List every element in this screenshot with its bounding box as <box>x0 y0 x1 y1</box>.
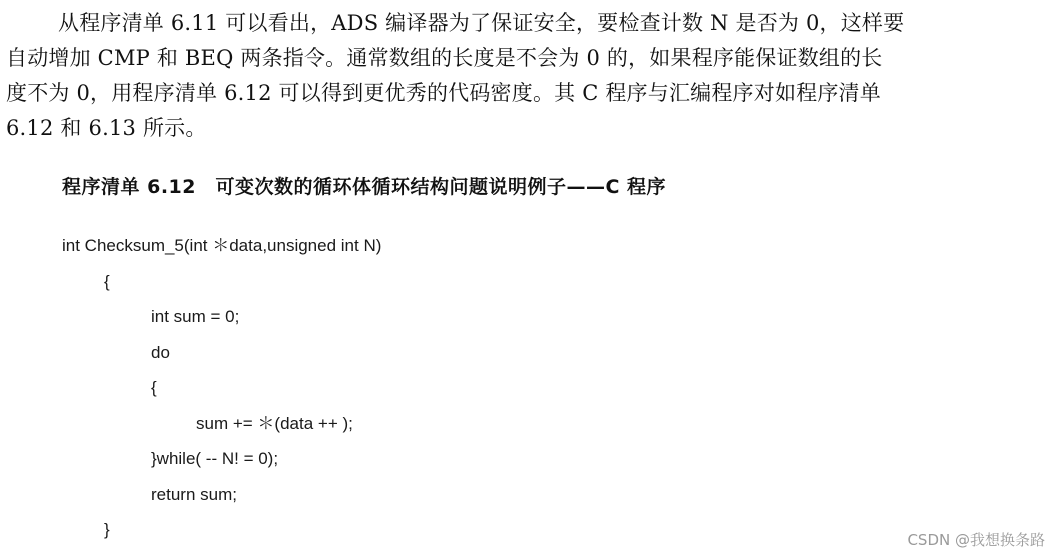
code-listing <box>62 228 381 548</box>
listing-caption: 程序清单 6.12 可变次数的循环体循环结构问题说明例子——C 程序 <box>62 176 667 198</box>
code-line: { <box>151 378 157 397</box>
code-line: int sum = 0; <box>151 307 240 326</box>
code-line: do <box>151 342 170 362</box>
paragraph-line: 自动增加 CMP 和 BEQ 两条指令。通常数组的长度是不会为 0 的，如果程序能保证数组的长 <box>6 46 883 70</box>
csdn-watermark: CSDN @我想换条路 <box>907 531 1045 549</box>
code-line: return sum; <box>151 484 237 504</box>
code-line: } <box>104 520 110 539</box>
code-line: { <box>104 271 110 291</box>
paragraph-line: 6.12 和 6.13 所示。 <box>6 116 207 140</box>
code-line: int Checksum_5(int ＊data,unsigned int N) <box>62 236 382 255</box>
code-line: sum += ＊(data ++ ); <box>196 413 353 433</box>
body-paragraph <box>6 6 1050 146</box>
paragraph-line: 度不为 0，用程序清单 6.12 可以得到更优秀的代码密度。其 C 程序与汇编程序对如程序清单 <box>6 81 881 105</box>
paragraph-line: 从程序清单 6.11 可以看出，ADS 编译器为了保证安全，要检查计数 N 是否为 0，这样要 <box>58 11 905 35</box>
code-line: }while( -- N! = 0); <box>151 449 279 468</box>
